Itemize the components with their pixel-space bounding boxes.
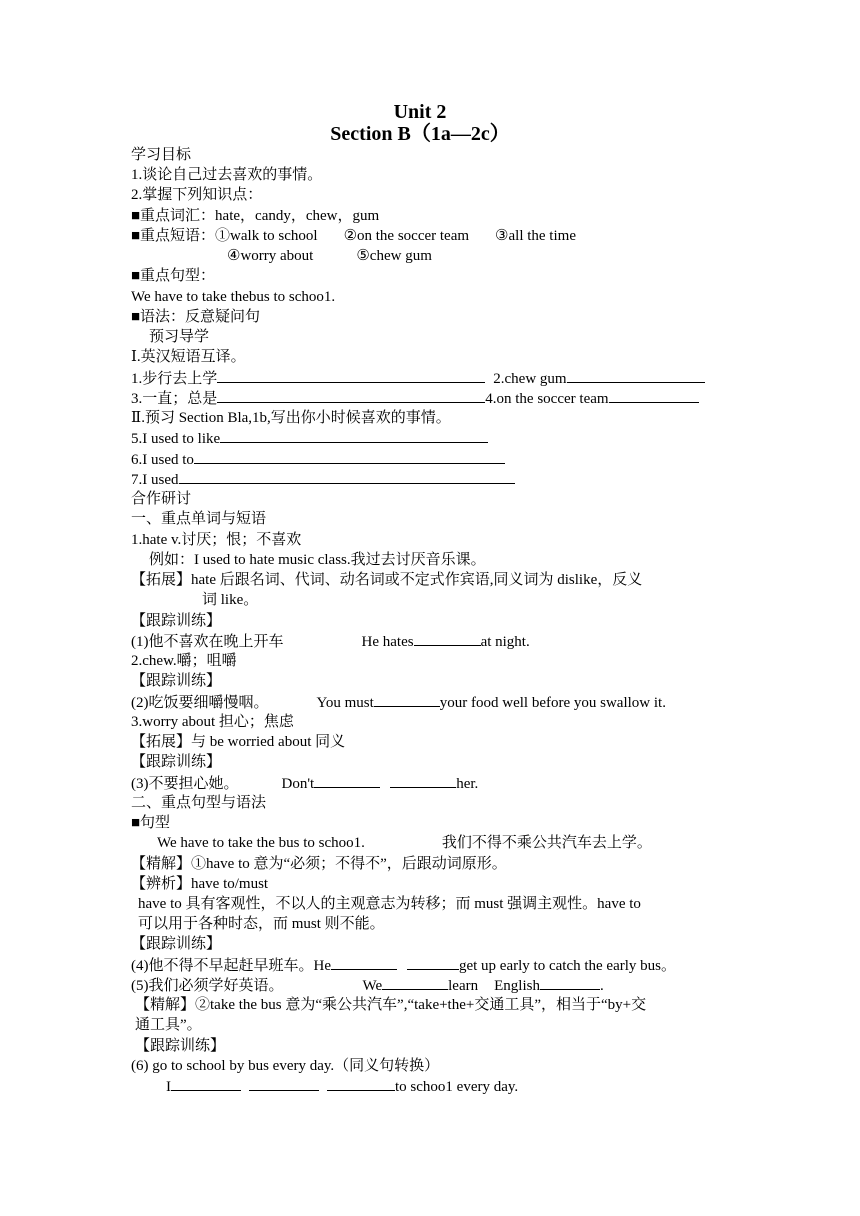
preview-q3-q4 [131,388,699,409]
worry-extension: 【拓展】与 be worried about 同义 [131,734,346,750]
phrase-2: ②on the soccer team [343,228,470,244]
e1-end: at night. [480,634,530,650]
hate-example: 例如：I used to hate music class.我过去讨厌音乐课。 [149,552,486,568]
e1-en: He hates [361,634,414,650]
unit-title: Unit 2 [393,101,447,123]
exercise-1 [131,631,530,652]
e4-blank-2[interactable] [407,955,459,970]
e4-blank-1[interactable] [331,955,397,970]
e6-i: I [166,1079,171,1095]
e2-end: your food well before you swallow it. [439,695,666,711]
e3-blank-2[interactable] [390,773,456,788]
objective-1: 1.谈论自己过去喜欢的事情。 [131,167,323,183]
word-hate: 1.hate v.讨厌；恨；不喜欢 [131,532,302,548]
e6-end: to schoo1 every day. [395,1079,519,1095]
q3-blank[interactable] [217,388,485,403]
distinction-label: 【辨析】have to/must [131,876,269,892]
q6-blank[interactable] [194,449,505,464]
q5-blank[interactable] [220,428,488,443]
q3-label: 3.一直；总是 [131,391,218,407]
key-sentence-label: ■重点句型： [131,268,216,284]
distinction-line-1: have to 具有客观性，不以人的主观意志为转移；而 must 强调主观性。have to [138,896,641,912]
q7-label: 7.I used [131,472,179,488]
e2-blank[interactable] [374,692,440,707]
q6-label: 6.I used to [131,452,194,468]
hate-extension-1: 【拓展】hate 后跟名词、代词、动名词或不定式作宾语,同义词为 dislike，反义 [131,572,643,588]
word-chew: 2.chew.嚼；咀嚼 [131,653,237,669]
section-title: Section B（1a—2c） [330,123,510,145]
exercise-5 [131,975,604,996]
training-label: 【跟踪训练】 [131,673,222,689]
phrase-5: ⑤chew gum [356,248,432,264]
training-label: 【跟踪训练】 [135,1038,226,1054]
preview-q5 [131,428,488,449]
key-vocabulary: ■重点词汇：hate，candy，chew，gum [131,208,380,224]
exercise-3 [131,773,478,794]
explanation-1: 【精解】①have to 意为“必须；不得不”，后跟动词原形。 [131,856,507,872]
key-phrases-line-2 [227,246,432,266]
key-sentence: We have to take thebus to schoo1. [131,289,336,305]
exercise-2 [131,692,666,713]
preview-heading: 预习导学 [149,329,210,345]
e3-blank-1[interactable] [314,773,380,788]
explanation-2-line-2: 通工具”。 [135,1017,202,1033]
objective-2: 2.掌握下列知识点： [131,187,263,203]
key-phrases-line-1 [131,226,576,246]
q7-blank[interactable] [179,469,515,484]
e4-end: get up early to catch the early bus。 [458,958,676,974]
e5-blank-1[interactable] [382,975,448,990]
e2-en: You must [316,695,374,711]
e2-cn: (2)吃饭要细嚼慢咽。 [131,695,269,711]
distinction-line-2: 可以用于各种时态，而 must 则不能。 [138,916,385,932]
q4-blank[interactable] [609,388,699,403]
e5-we: We [362,978,383,994]
sentence-pattern-label: ■句型 [131,815,171,831]
e3-en: Don't [281,776,315,792]
e5-blank-2[interactable] [540,975,600,990]
explanation-2-line-1: 【精解】②take the bus 意为“乘公共汽车”,“take+the+交通工具”，相当于“by+交 [135,997,647,1013]
e5-end: . [599,978,604,994]
q2-label: 2.chew gum [493,371,567,387]
e1-cn: (1)他不喜欢在晚上开车 [131,634,284,650]
exercise-4 [131,955,676,976]
sentence-cn: 我们不得不乘公共汽车去上学。 [441,835,652,851]
preview-q1-q2 [131,368,705,389]
preview-part-2: Ⅱ.预习 Section Bla,1b,写出你小时候喜欢的事情。 [131,410,451,426]
e3-end: her. [456,776,479,792]
phrase-3: ③all the time [495,228,576,244]
e6-blank-2[interactable] [249,1076,319,1091]
e6-blank-1[interactable] [171,1076,241,1091]
grammar-label: ■语法：反意疑问句 [131,309,261,325]
hate-extension-2: 词 like。 [202,592,259,608]
phrase-1: ■重点短语：①walk to school [131,228,318,244]
exercise-6-answer [166,1076,518,1097]
training-label: 【跟踪训练】 [131,754,222,770]
q4-label: 4.on the soccer team [485,391,609,407]
q5-label: 5.I used to like [131,431,221,447]
word-worry-about: 3.worry about 担心；焦虑 [131,714,294,730]
sentence-en: We have to take the bus to schoo1. [157,835,365,851]
e1-blank[interactable] [414,631,481,646]
exercise-6: (6) go to school by bus every day.（同义句转换） [131,1058,440,1074]
training-label: 【跟踪训练】 [131,936,222,952]
q2-blank[interactable] [567,368,705,383]
q1-blank[interactable] [217,368,485,383]
training-label: 【跟踪训练】 [131,613,222,629]
section-two-heading: 二、重点句型与语法 [131,795,267,811]
preview-q7 [131,469,515,490]
q1-label: 1.步行去上学 [131,371,218,387]
preview-part-1: Ⅰ.英汉短语互译。 [131,349,246,365]
e5-english: English [494,978,540,994]
e6-blank-3[interactable] [327,1076,395,1091]
preview-q6 [131,449,505,470]
e5-learn: learn [448,978,479,994]
e5-cn: (5)我们必须学好英语。 [131,978,284,994]
objectives-heading: 学习目标 [131,147,192,163]
phrase-4: ④worry about [227,248,314,264]
coop-heading: 合作研讨 [131,491,192,507]
sentence-pattern [157,833,652,853]
e4-text: (4)他不得不早起赶早班车。He [131,958,331,974]
section-one-heading: 一、重点单词与短语 [131,511,267,527]
e3-cn: (3)不要担心她。 [131,776,239,792]
